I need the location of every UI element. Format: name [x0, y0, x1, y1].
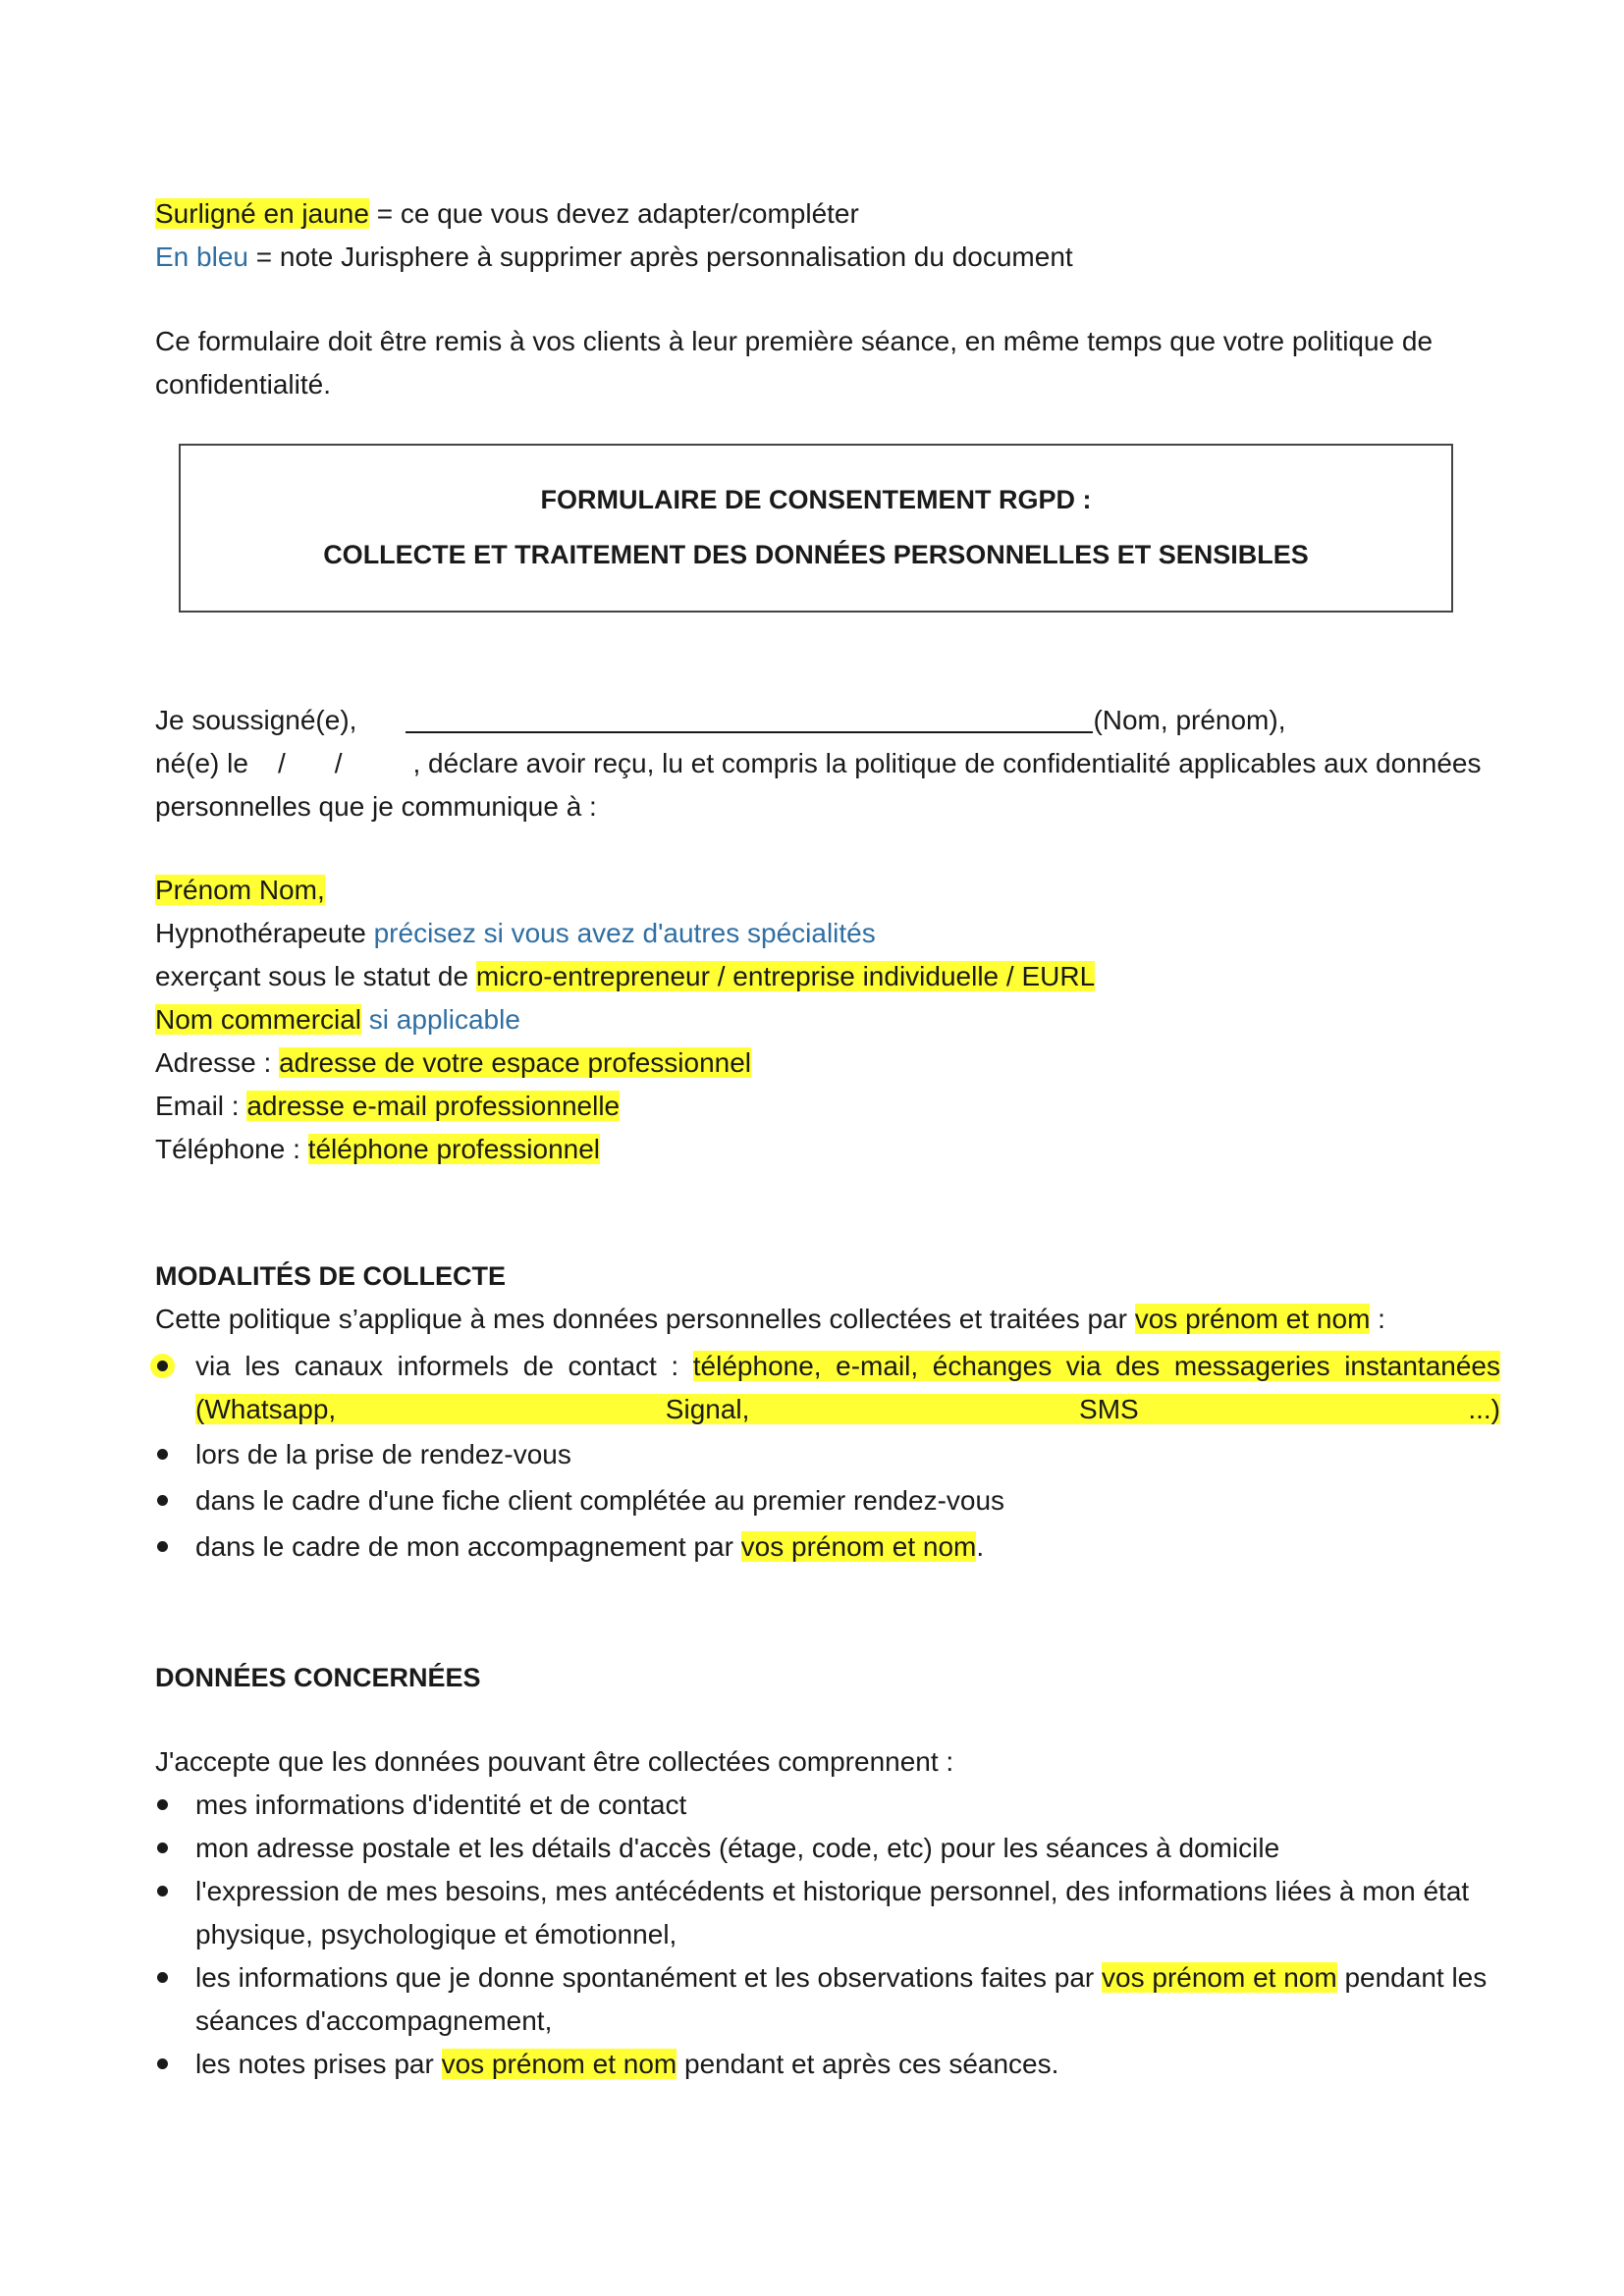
declaration-line-1 [155, 699, 1490, 742]
donnees-item-2: mon adresse postale et les détails d'accès (étage, code, etc) pour les séances à domicile [195, 1833, 1280, 1863]
title-box [179, 444, 1453, 613]
donnees-item-5-prefix: les notes prises par [195, 2049, 442, 2079]
list-item [155, 1784, 1490, 1827]
bullet-icon [157, 2058, 168, 2069]
intro [155, 320, 1490, 406]
list-item [155, 1433, 1500, 1476]
collecte-heading: MODALITÉS DE COLLECTE [155, 1261, 506, 1291]
list-item [155, 1525, 1500, 1569]
collecte-section [155, 1255, 1500, 1569]
date-slash-2: / [334, 748, 343, 778]
collecte-item-4-highlight: vos prénom et nom [740, 1531, 977, 1562]
donnees-list [155, 1784, 1490, 2086]
list-item [155, 1956, 1490, 2043]
name-hint: (Nom, prénom), [1093, 705, 1286, 735]
collecte-item-4-suffix: . [976, 1531, 985, 1562]
undersigned-label: Je soussigné(e), [155, 705, 357, 735]
donnees-section [155, 1656, 1490, 2086]
donnees-item-4-prefix: les informations que je donne spontanément et les observations faites par [195, 1962, 1103, 1993]
donnees-item-5-highlight: vos prénom et nom [441, 2049, 677, 2079]
legend-yellow-text: = ce que vous devez adapter/compléter [368, 198, 859, 229]
legend-blue-label: En bleu [155, 241, 248, 272]
list-item [155, 1345, 1500, 1431]
profession: Hypnothérapeute [155, 918, 374, 948]
legend-yellow [155, 192, 1500, 236]
list-item [155, 1870, 1490, 1956]
declaration [155, 699, 1490, 828]
donnees-item-3: l'expression de mes besoins, mes antécédents et historique personnel, des informations liées à mon état physique, psychologique et émotionnel, [195, 1876, 1470, 1949]
legend-yellow-label: Surligné en jaune [155, 198, 369, 229]
bullet-icon [157, 1886, 168, 1896]
bullet-icon [157, 1842, 168, 1853]
collecte-item-4-prefix: dans le cadre de mon accompagnement par [195, 1531, 741, 1562]
donnees-heading: DONNÉES CONCERNÉES [155, 1663, 481, 1692]
status-value: micro-entrepreneur / entreprise individuelle / EURL [475, 961, 1096, 991]
collecte-item-3: dans le cadre d'une fiche client complétée au premier rendez-vous [195, 1485, 1005, 1516]
collecte-intro-suffix: : [1370, 1304, 1385, 1334]
donnees-item-1: mes informations d'identité et de contact [195, 1789, 687, 1820]
legend-blue-text: = note Jurisphere à supprimer après personnalisation du document [247, 241, 1073, 272]
commercial-note: si applicable [361, 1004, 520, 1035]
practitioner [155, 869, 1500, 1171]
declare-text: , déclare avoir reçu, lu et compris la politique de confidentialité applicables aux données personnelles que je communique à : [155, 748, 1482, 822]
email-label: Email : [155, 1091, 247, 1121]
address-value: adresse de votre espace professionnel [279, 1047, 752, 1078]
list-item [155, 1479, 1500, 1522]
donnees-intro: J'accepte que les données pouvant être collectées comprennent : [155, 1746, 954, 1777]
collecte-item-1-prefix: via les canaux informels de contact : [195, 1351, 693, 1381]
legend-blue [155, 236, 1500, 279]
intro-text: Ce formulaire doit être remis à vos clients à leur première séance, en même temps que votre politique de confidentialité. [155, 326, 1434, 400]
email-value: adresse e-mail professionnelle [246, 1091, 621, 1121]
title-line-2: COLLECTE ET TRAITEMENT DES DONNÉES PERSONNELLES ET SENSIBLES [323, 540, 1309, 569]
list-item [155, 2043, 1490, 2086]
collecte-intro-prefix: Cette politique s’applique à mes données personnelles collectées et traitées par [155, 1304, 1135, 1334]
born-label: né(e) le [155, 748, 248, 778]
practitioner-name: Prénom Nom, [155, 875, 325, 905]
bullet-icon [157, 1495, 168, 1506]
collecte-item-2: lors de la prise de rendez-vous [195, 1439, 571, 1469]
collecte-item-1-highlight: téléphone, e-mail, échanges via des messageries instantanées (Whatsapp, Signal, SMS ...) [195, 1351, 1500, 1424]
bullet-icon [157, 1972, 168, 1983]
donnees-item-4-highlight: vos prénom et nom [1102, 1962, 1337, 1993]
collecte-list [155, 1345, 1500, 1569]
name-signature-line[interactable] [406, 702, 1093, 733]
declaration-line-2 [155, 742, 1490, 828]
title-line-1: FORMULAIRE DE CONSENTEMENT RGPD : [540, 485, 1092, 514]
bullet-icon [157, 1541, 168, 1552]
collecte-item-1-line [195, 1345, 1500, 1431]
profession-note: précisez si vous avez d'autres spécialités [373, 918, 876, 948]
list-item [155, 1827, 1490, 1870]
phone-label: Téléphone : [155, 1134, 308, 1164]
bullet-icon [157, 1449, 168, 1460]
donnees-item-4-suffix: pendant les séances d'accompagnement, [195, 1962, 1488, 2036]
date-slash-1: / [277, 748, 286, 778]
legend [155, 192, 1500, 279]
phone-value: téléphone professionnel [307, 1134, 601, 1164]
donnees-item-5-suffix: pendant et après ces séances. [677, 2049, 1059, 2079]
bullet-icon [157, 1799, 168, 1810]
commercial-name: Nom commercial [155, 1004, 362, 1035]
bullet-icon [157, 1361, 168, 1371]
status-prefix: exerçant sous le statut de [155, 961, 476, 991]
collecte-intro-highlight: vos prénom et nom [1134, 1304, 1371, 1334]
address-label: Adresse : [155, 1047, 280, 1078]
